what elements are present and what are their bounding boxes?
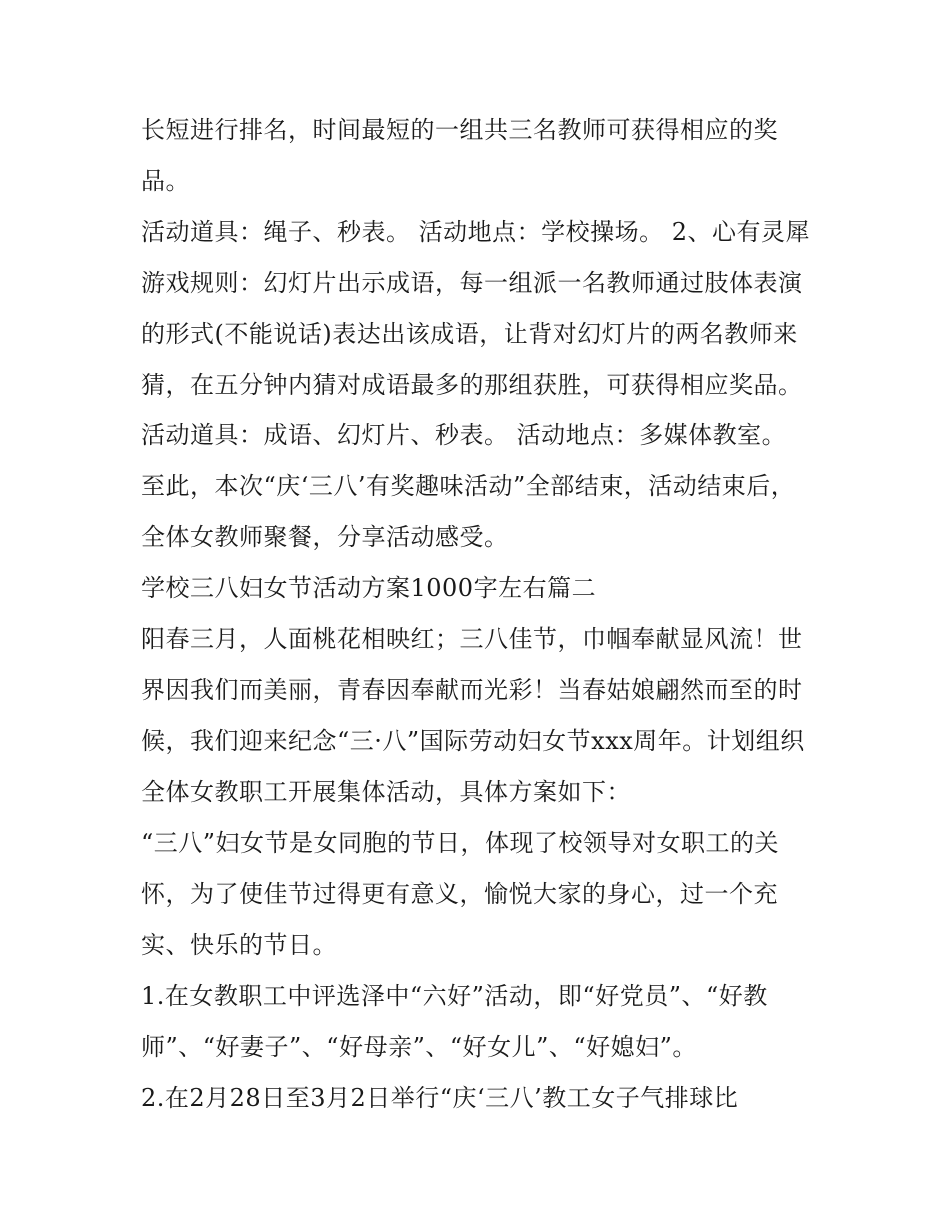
text-line: 活动道具：成语、幻灯片、秒表。 活动地点：多媒体教室。	[141, 421, 787, 449]
text-line: 候，我们迎来纪念“三·八”国际劳动妇女节xxx周年。计划组织	[141, 727, 805, 755]
text-line: “三八”妇女节是女同胞的节日，体现了校领导对女职工的关	[141, 829, 780, 857]
text-line: 实、快乐的节日。	[141, 931, 337, 959]
text-line: 怀，为了使佳节过得更有意义，愉悦大家的身心，过一个充	[141, 880, 778, 908]
text-line: 1.在女教职工中评选泽中“六好”活动，即“好党员”、“好教	[141, 982, 768, 1010]
text-line: 活动道具：绳子、秒表。 活动地点：学校操场。 2、心有灵犀	[141, 218, 811, 246]
text-line: 品。	[141, 167, 190, 195]
section-heading: 学校三八妇女节活动方案1000字左右篇二	[141, 574, 597, 602]
text-line: 全体女教职工开展集体活动，具体方案如下：	[141, 778, 631, 806]
text-line: 全体女教师聚餐，分享活动感受。	[141, 523, 509, 551]
text-line: 猜，在五分钟内猜对成语最多的那组获胜，可获得相应奖品。	[141, 371, 803, 399]
text-line: 界因我们而美丽，青春因奉献而光彩！当春姑娘翩然而至的时	[141, 676, 803, 704]
text-line: 游戏规则：幻灯片出示成语，每一组派一名教师通过肢体表演	[141, 269, 803, 297]
text-line: 阳春三月，人面桃花相映红；三八佳节，巾帼奉献显风流！世	[141, 625, 803, 653]
text-line: 至此，本次“庆‘三八’有奖趣味活动”全部结束，活动结束后，	[141, 472, 796, 500]
text-line: 的形式(不能说话)表达出该成语，让背对幻灯片的两名教师来	[141, 320, 798, 348]
text-line: 师”、“好妻子”、“好母亲”、“好女儿”、“好媳妇”。	[141, 1033, 697, 1061]
text-line: 2.在2月28日至3月2日举行“庆‘三八’教工女子气排球比	[141, 1084, 739, 1112]
text-line: 长短进行排名，时间最短的一组共三名教师可获得相应的奖	[141, 116, 778, 144]
